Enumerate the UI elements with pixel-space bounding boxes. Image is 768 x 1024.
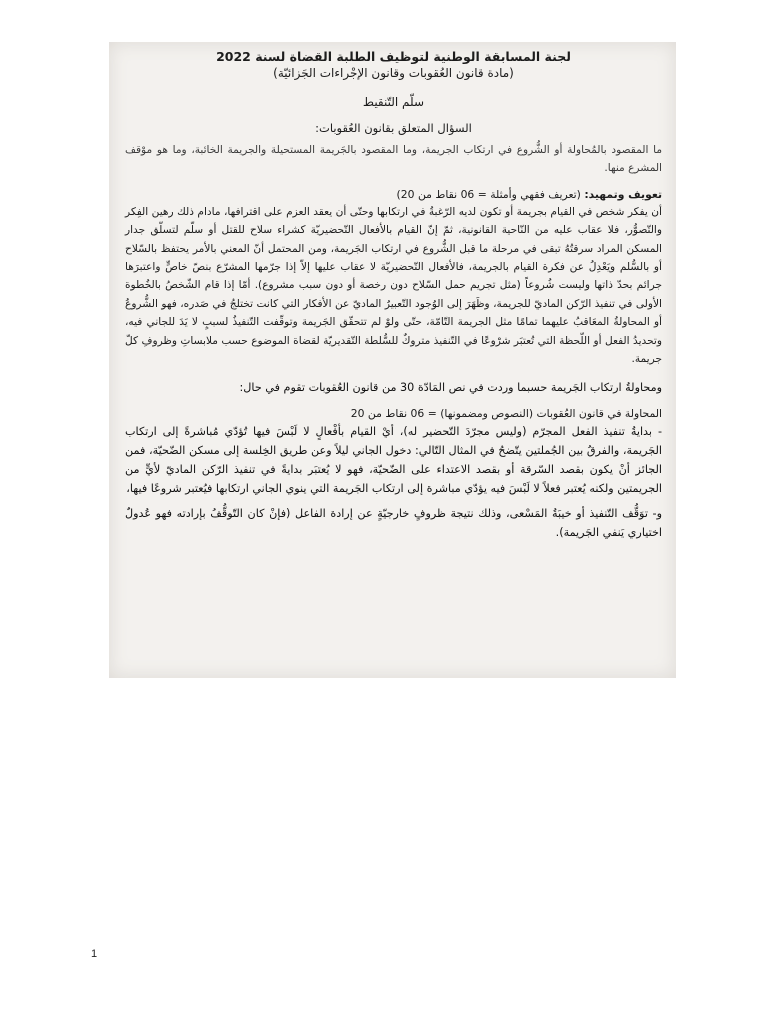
article-30-sentence: ومحاولةُ ارتكاب الجَريمة حسبما وردت في نص المَادّة 30 من قانون العُقوبات تقوم في حال: [239,381,662,395]
grading-scale-title: سلّم التّنقيط [362,95,425,109]
point-a-paragraph: - بدايةُ تنفيذ الفعل المجرّم (وليس مجرّدَ التّحضير له)، أيْ القيام بأفْعالٍ لا لَبْسَ فيها تُؤدّي مُباشرةً إلى ارتكاب الجَريمة، والفرقُ بين الجُملتين يتّضحُ في المثال التّالي: دخول الجاني ليلاً وعن طريق الخِلسة إلى مسكن الضّحيّة، فمن الجائز أنْ يكون بقصد السّرقة أو بقصد الاعتداء على الضّحيّة، فهو لا يُعتبَر بدايةً في تنفيذ الرّكن الماديّ لأيٍّ من الجريمتين ولكنه يُعتبر فعلاً لا لَبْسَ فيه يؤدّي مباشرة إلى ارتكاب الجَريمة التي ينوي الجاني ارتكابها فيُعتبر شروعًا فيها، [125,425,662,496]
scanned-text-area [125,48,662,672]
intro-heading [125,188,662,201]
page-number: 1 [91,948,98,960]
point-b-paragraph: و- توَقُّف التّنفيذ أو خيبَةُ المَسْعى، وذلك نتيجة ظروفٍ خارجيّةٍ عن إرادة الفاعل (فإنْ كان التّوقُّفُ بإرادته فهو عُدولٌ اختياري يَنفي الجَريمة). [125,507,662,540]
header-subject: (مادة قانون العُقوبات وقانون الإجْراءات الجَزائيّة) [273,66,514,80]
section2-score: (النصوص ومضمونها) = 06 نقاط من 20 [350,407,534,421]
section2-heading [125,407,662,420]
intro-paragraph: أن يفكر شخص في القيام بجريمة أو تكون لديه الرّغبةُ في ارتكابها وحتّى أن يعقد العزم على اقترافها، مادام ذلك رهين الفِكر والتّصوُّر، فلا عقاب عليه من النّاحية القانونية، ثمّ إنّ القيام بالأفعال التّحضيريّة كشراء سلاح للقتل أو سلّم لتسلّق جدار المسكن المراد سرقتُهُ تبقى في مرحلة ما قبل الشُّروع في ارتكاب الجَريمة، ومن المحتمل أنّ المعني بالأمر يحتفظ بالسّلاح أو بالسُّلم ويَعْدِلُ عن فكرة القيام بالجريمة، فالأفعال التّحضيريّة لا عقاب عليها إلاّ إذا جرّمها المشرّع بنصّ خاصٍّ واعتبرَها جرائم بحدّ ذاتها وليست شُروعاً (مثل تجريم حمل السّلاح دون رخصة أو دون سبب مشروع). أمّا إذا قام الشّخصُ بالخُطوة الأولى في تنفيذ الرّكن الماديّ للجريمة، وظَهَرَ إلى الوُجود التّعبيرُ الماديّ عن الأفكار التي كانت تختلجُ في صَدره، فهو الشُّروعُ أو المحاولةُ المعَاقبُ عليهما تمامًا مثل الجريمة التّامّة، حتّى ولوْ لم تتحقّق الجَريمة وتوقّفت التّنفيذُ لسببٍ لا يَدَ للجاني فيه، وتحديدُ الفعل أو اللّحظة التي تُعتبَر شرْوعًا في التّنفيذ متروكٌ للسُّلطة التّقديريّة لقضاة الموضوع حسب ملابساتِ وظروفِ كلّ جريمة. [125,205,662,366]
intro-label: تعويف وتمهيد: [584,187,662,201]
scanned-document-image [109,42,676,678]
intro-score: (تعريف فقهي وأمثلة = 06 نقاط من 20) [396,187,581,201]
question-title: السؤال المتعلق بقانون العُقوبات: [315,121,472,135]
section2-label: المحاولة في قانون العُقوبات [536,407,662,421]
header-committee: لجنة المسابقة الوطنية لتوظيف الطلبة القضاة لسنة 2022 [216,49,571,64]
question-text: ما المقصود بالمُحاولة أو الشُّروع في ارتكاب الجريمة، وما المقصود بالجَريمة المستحيلة والجريمة الخائبة، وما هو موْقف المشرع منها. [125,144,662,175]
